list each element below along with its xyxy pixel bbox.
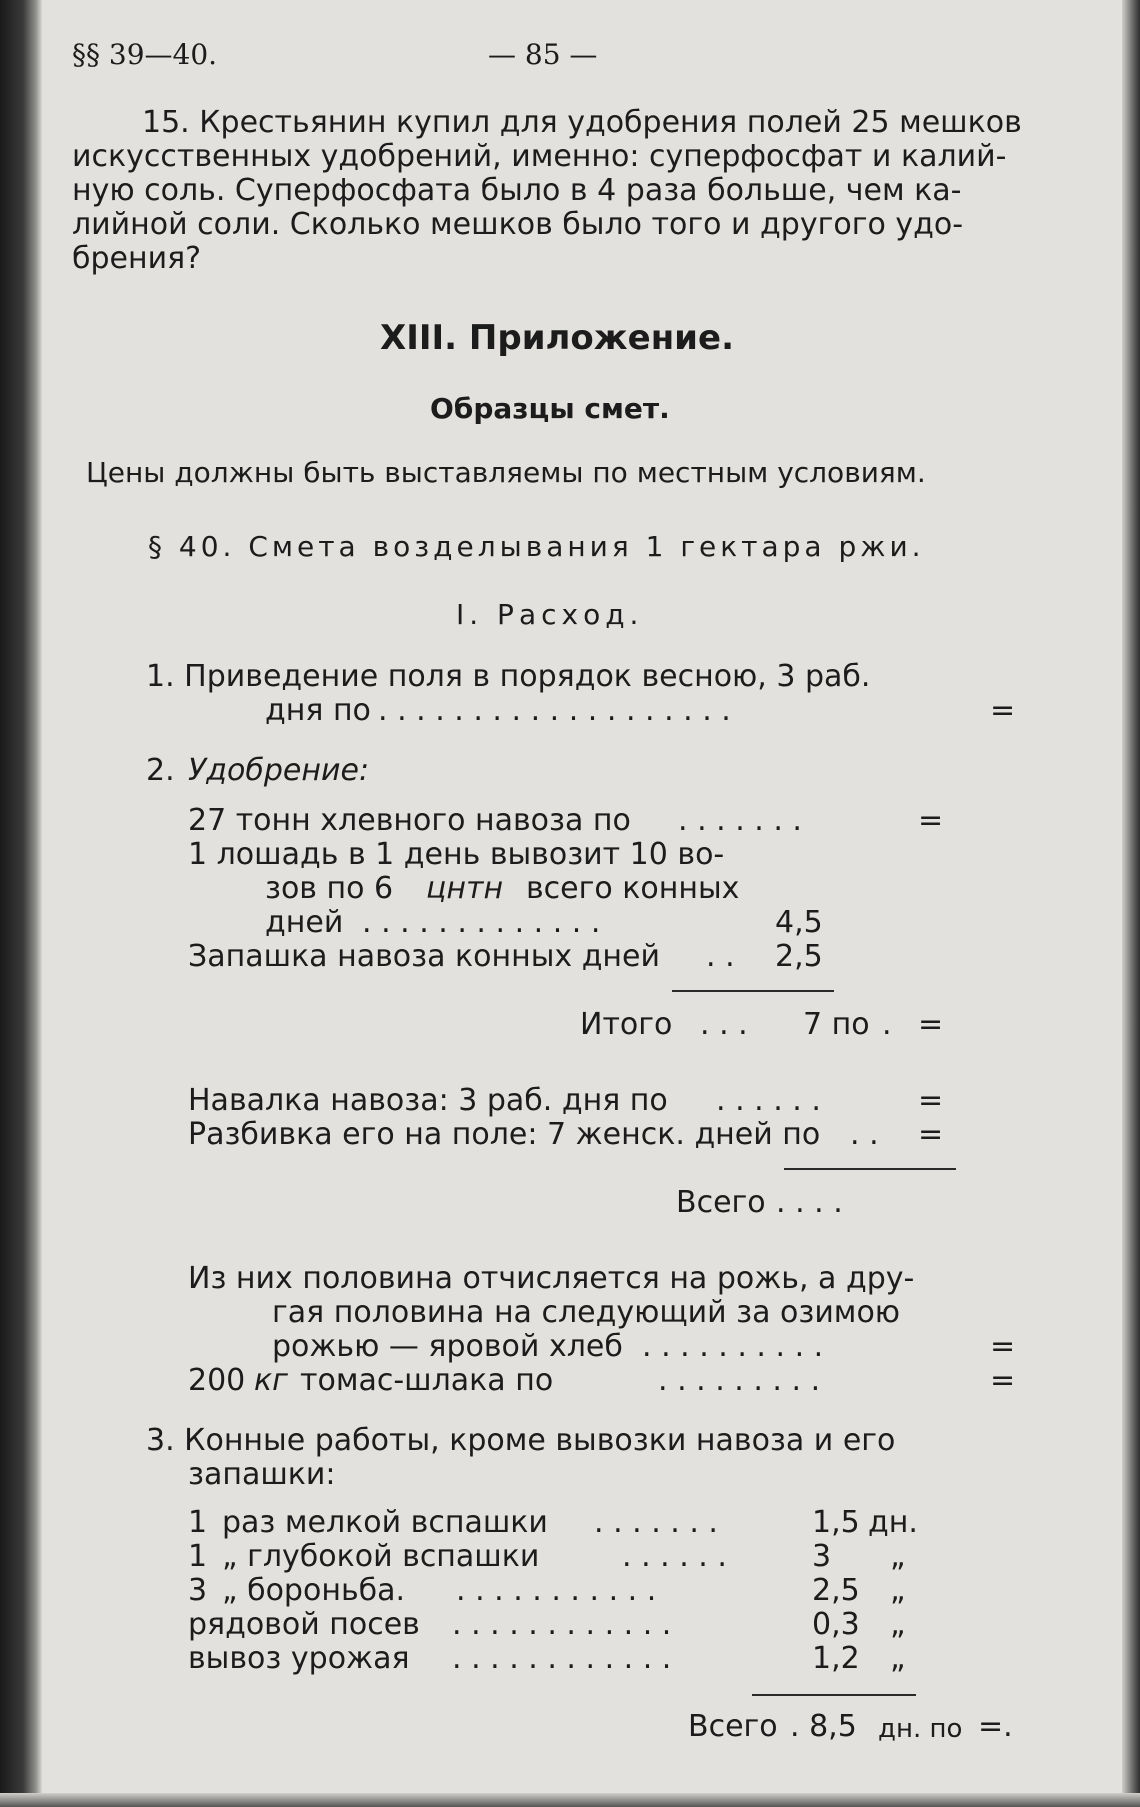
work-row-name: вывоз урожая bbox=[188, 1641, 410, 1676]
half-line2: гая половина на следующий за озимою bbox=[272, 1295, 901, 1330]
horse-line3-leader: . . . . . . . . . . . . . bbox=[362, 905, 601, 940]
subtotal-label: Итого bbox=[580, 1007, 673, 1042]
work-row-leader: . . . . . . bbox=[622, 1539, 727, 1574]
chapter-title: XIII. Приложение. bbox=[380, 318, 734, 358]
item3-line2: запашки: bbox=[188, 1457, 336, 1492]
half-line3-leader: . . . . . . . . . . bbox=[642, 1329, 824, 1364]
plough-leader: . . bbox=[706, 939, 735, 974]
problem-line-3: ную соль. Суперфосфата было в 4 раза больше, чем ка- bbox=[72, 173, 962, 208]
spreading-text: Разбивка его на поле: 7 женск. дней по bbox=[188, 1117, 821, 1152]
section-reference: §§ 39—40. bbox=[72, 38, 218, 71]
thomas-unit: кг bbox=[254, 1363, 288, 1398]
work-row-qty: 1 bbox=[188, 1505, 208, 1540]
horse-line2-unit: цнтн bbox=[426, 871, 504, 906]
item3-total-unit: дн. по bbox=[878, 1714, 963, 1744]
item3-total-rule bbox=[752, 1694, 916, 1696]
spreading-leader: . . bbox=[850, 1117, 879, 1152]
half-line3: рожью — яровой хлеб bbox=[272, 1329, 623, 1364]
work-row-unit: „ bbox=[890, 1539, 906, 1574]
item3-total-equals: =. bbox=[978, 1709, 1013, 1744]
item2-heading: Удобрение: bbox=[188, 753, 370, 788]
problem-line-2: искусственных удобрений, именно: суперфосфат и калий- bbox=[72, 139, 1007, 174]
expense-heading: I. Расход. bbox=[456, 598, 644, 631]
work-row-name: рядовой посев bbox=[188, 1607, 420, 1642]
half-line1: Из них половина отчисляется на рожь, а дру- bbox=[188, 1261, 915, 1296]
work-row-days: 1,2 bbox=[812, 1641, 860, 1676]
work-row-unit: „ bbox=[890, 1607, 906, 1642]
manure-leader: . . . . . . . bbox=[678, 803, 802, 838]
subtotal-dot: . bbox=[882, 1007, 892, 1042]
work-row-unit: „ bbox=[890, 1641, 906, 1676]
estimate-title: § 40. Смета возделывания 1 гектара ржи. bbox=[148, 530, 925, 563]
work-row-qty: 1 bbox=[188, 1539, 208, 1574]
item3-total-value: . 8,5 bbox=[790, 1709, 857, 1744]
book-spine-shadow bbox=[0, 0, 42, 1807]
spreading-equals: = bbox=[918, 1117, 944, 1152]
work-row-leader: . . . . . . . . . . . bbox=[456, 1573, 657, 1608]
horse-line2-a: зов по 6 bbox=[265, 871, 394, 906]
work-row-unit: „ bbox=[890, 1573, 906, 1608]
subtotal-value: 7 по bbox=[803, 1007, 870, 1042]
work-row-days: 3 bbox=[812, 1539, 832, 1574]
work-row-leader: . . . . . . . . . . . . bbox=[452, 1641, 672, 1676]
item1-equals: = bbox=[990, 693, 1016, 728]
item3-total-label: Всего bbox=[688, 1709, 778, 1744]
manure-equals: = bbox=[918, 803, 944, 838]
chapter-subtitle: Образцы смет. bbox=[430, 392, 670, 425]
total-rule bbox=[784, 1168, 956, 1170]
work-row-days: 1,5 bbox=[812, 1505, 860, 1540]
work-row-unit: дн. bbox=[868, 1505, 918, 1540]
item2-number: 2. bbox=[146, 753, 175, 788]
page-edge-right bbox=[1122, 0, 1140, 1807]
page-edge-bottom bbox=[0, 1793, 1140, 1807]
item1-line1: 1. Приведение поля в порядок весною, 3 раб. bbox=[146, 659, 871, 694]
horse-line1: 1 лошадь в 1 день вывозит 10 во- bbox=[188, 837, 725, 872]
plough-text: Запашка навоза конных дней bbox=[188, 939, 661, 974]
page-number: — 85 — bbox=[488, 38, 598, 71]
work-row-name: раз мелкой вспашки bbox=[222, 1505, 548, 1540]
work-row-name: „ бороньба. bbox=[222, 1573, 406, 1608]
subtotal-leader: . . . bbox=[700, 1007, 748, 1042]
item1-leader: . . . . . . . . . . . . . . . . . . . bbox=[378, 693, 731, 728]
work-row-leader: . . . . . . . . . . . . bbox=[452, 1607, 672, 1642]
item3-line1: 3. Конные работы, кроме вывозки навоза и его bbox=[146, 1423, 896, 1458]
problem-line-5: брения? bbox=[72, 241, 202, 276]
total-label: Всего bbox=[676, 1185, 766, 1220]
horse-line2-b: всего конных bbox=[526, 871, 740, 906]
work-row-name: „ глубокой вспашки bbox=[222, 1539, 540, 1574]
subtotal-equals: = bbox=[918, 1007, 944, 1042]
loading-text: Навалка навоза: 3 раб. дня по bbox=[188, 1083, 668, 1118]
loading-equals: = bbox=[918, 1083, 944, 1118]
problem-line-4: лийной соли. Сколько мешков было того и другого удо- bbox=[72, 207, 964, 242]
problem-line-1: 15. Крестьянин купил для удобрения полей 25 мешков bbox=[142, 105, 1022, 140]
work-row-days: 0,3 bbox=[812, 1607, 860, 1642]
manure-text: 27 тонн хлевного навоза по bbox=[188, 803, 631, 838]
half-line3-equals: = bbox=[990, 1329, 1016, 1364]
prices-note: Цены должны быть выставляемы по местным условиям. bbox=[86, 456, 926, 489]
subtotal-rule bbox=[672, 990, 834, 992]
horse-days: 4,5 bbox=[775, 905, 823, 940]
thomas-qty: 200 bbox=[188, 1363, 246, 1398]
thomas-equals: = bbox=[990, 1363, 1016, 1398]
item1-line2-text: дня по bbox=[265, 693, 371, 728]
loading-leader: . . . . . . bbox=[716, 1083, 821, 1118]
thomas-leader: . . . . . . . . . bbox=[658, 1363, 821, 1398]
work-row-qty: 3 bbox=[188, 1573, 208, 1608]
horse-line3: дней bbox=[265, 905, 344, 940]
plough-days: 2,5 bbox=[775, 939, 823, 974]
total-leader: . . . . bbox=[776, 1185, 843, 1220]
thomas-text: томас-шлака по bbox=[300, 1363, 554, 1398]
work-row-days: 2,5 bbox=[812, 1573, 860, 1608]
work-row-leader: . . . . . . . bbox=[594, 1505, 718, 1540]
